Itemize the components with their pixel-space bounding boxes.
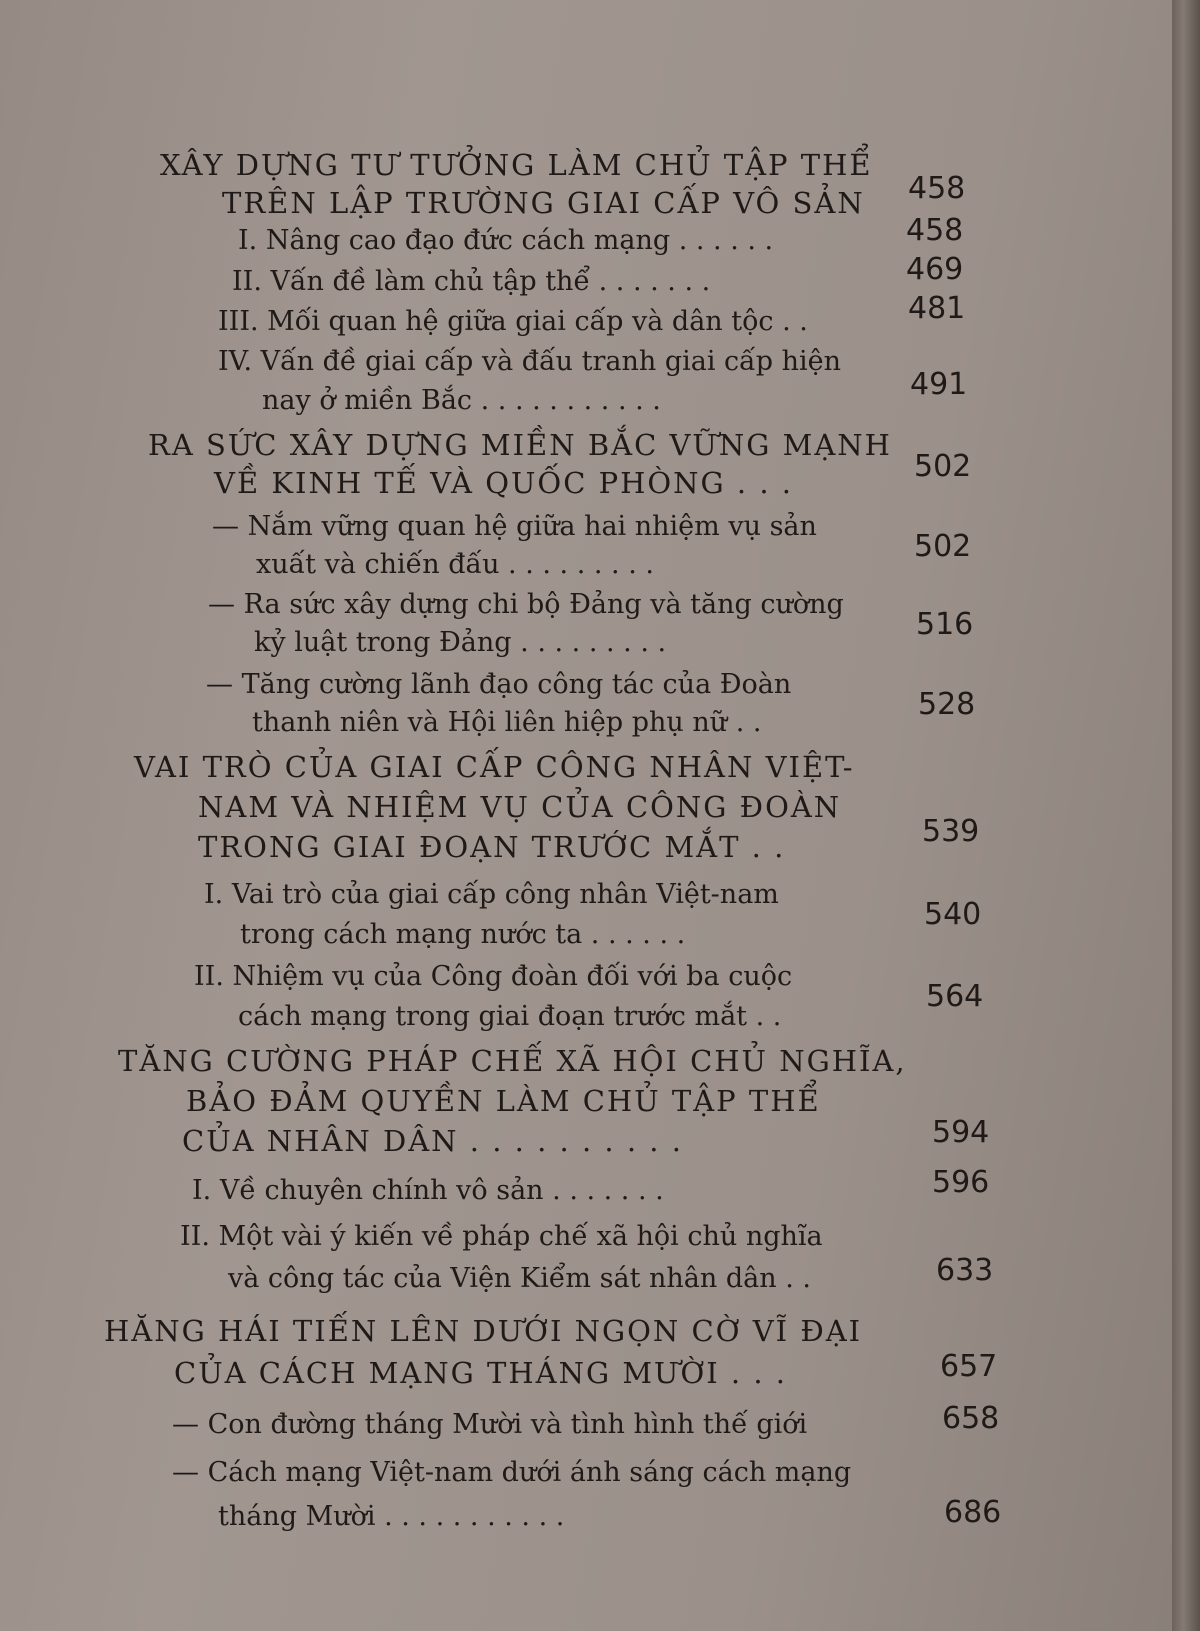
section-page-number: 502 bbox=[914, 449, 972, 484]
section-page-number: 539 bbox=[922, 814, 980, 849]
toc-entry-line: — Tăng cường lãnh đạo công tác của Đoàn bbox=[206, 669, 792, 700]
entry-page-number: 481 bbox=[908, 291, 966, 326]
toc-entry-line: I. Vai trò của giai cấp công nhân Việt-nam bbox=[204, 879, 779, 910]
section-title-line: CỦA CÁCH MẠNG THÁNG MƯỜI . . . bbox=[174, 1356, 788, 1390]
section-title-line: XÂY DỰNG TƯ TƯỞNG LÀM CHỦ TẬP THỂ bbox=[160, 148, 873, 182]
entry-page-number: 633 bbox=[936, 1253, 994, 1288]
entry-page-number: 540 bbox=[924, 897, 982, 932]
section-title-line: TĂNG CƯỜNG PHÁP CHẾ XÃ HỘI CHỦ NGHĨA, bbox=[118, 1044, 907, 1078]
toc-entry-line: — Cách mạng Việt-nam dưới ánh sáng cách mạng bbox=[172, 1457, 852, 1488]
section-title-line: HĂNG HÁI TIẾN LÊN DƯỚI NGỌN CỜ VĨ ĐẠI bbox=[104, 1314, 863, 1348]
toc-entry-line: trong cách mạng nước ta . . . . . . bbox=[240, 919, 686, 950]
entry-page-number: 658 bbox=[942, 1401, 1000, 1436]
toc-entry-line: xuất và chiến đấu . . . . . . . . . bbox=[256, 549, 654, 580]
section-page-number: 594 bbox=[932, 1115, 990, 1150]
section-title-line: CỦA NHÂN DÂN . . . . . . . . . . bbox=[182, 1124, 683, 1158]
toc-entry-line: IV. Vấn đề giai cấp và đấu tranh giai cấp hiện bbox=[218, 346, 841, 377]
entry-page-number: 516 bbox=[916, 607, 974, 642]
entry-page-number: 596 bbox=[932, 1165, 990, 1200]
toc-entry-line: — Con đường tháng Mười và tình hình thế giới bbox=[172, 1409, 808, 1440]
entry-page-number: 458 bbox=[906, 213, 964, 248]
toc-entry-line: — Nắm vững quan hệ giữa hai nhiệm vụ sản bbox=[212, 511, 817, 542]
section-title-line: NAM VÀ NHIỆM VỤ CỦA CÔNG ĐOÀN bbox=[198, 790, 842, 824]
section-title-line: TRÊN LẬP TRƯỜNG GIAI CẤP VÔ SẢN bbox=[222, 186, 865, 220]
toc-entry-line: II. Nhiệm vụ của Công đoàn đối với ba cuộc bbox=[194, 961, 793, 992]
book-spine-edge bbox=[1172, 0, 1200, 1631]
toc-entry-line: tháng Mười . . . . . . . . . . . bbox=[218, 1501, 565, 1532]
section-page-number: 657 bbox=[940, 1349, 998, 1384]
toc-entry-line: thanh niên và Hội liên hiệp phụ nữ . . bbox=[252, 707, 762, 738]
entry-page-number: 469 bbox=[906, 252, 964, 287]
toc-entry-line: kỷ luật trong Đảng . . . . . . . . . bbox=[254, 627, 667, 658]
entry-page-number: 502 bbox=[914, 529, 972, 564]
section-title-line: VAI TRÒ CỦA GIAI CẤP CÔNG NHÂN VIỆT- bbox=[134, 750, 855, 784]
toc-entry-line: cách mạng trong giai đoạn trước mắt . . bbox=[238, 1001, 782, 1032]
entry-page-number: 491 bbox=[910, 367, 968, 402]
section-title-line: VỀ KINH TẾ VÀ QUỐC PHÒNG . . . bbox=[214, 466, 794, 500]
entry-page-number: 564 bbox=[926, 979, 984, 1014]
entry-page-number: 686 bbox=[944, 1495, 1002, 1530]
toc-entry-line: I. Về chuyên chính vô sản . . . . . . . bbox=[192, 1175, 664, 1206]
section-page-number: 458 bbox=[908, 171, 966, 206]
section-title-line: TRONG GIAI ĐOẠN TRƯỚC MẮT . . bbox=[198, 830, 786, 864]
toc-entry-line: III. Mối quan hệ giữa giai cấp và dân tộc . . bbox=[218, 306, 808, 337]
toc-entry-line: II. Vấn đề làm chủ tập thể . . . . . . . bbox=[232, 266, 711, 297]
toc-entry-line: nay ở miền Bắc . . . . . . . . . . . bbox=[262, 385, 661, 416]
entry-page-number: 528 bbox=[918, 687, 976, 722]
toc-entry-line: và công tác của Viện Kiểm sát nhân dân . . bbox=[228, 1263, 811, 1294]
toc-entry-line: I. Nâng cao đạo đức cách mạng . . . . . . bbox=[238, 225, 774, 256]
section-title-line: BẢO ĐẢM QUYỀN LÀM CHỦ TẬP THỂ bbox=[186, 1084, 821, 1118]
toc-entry-line: — Ra sức xây dựng chi bộ Đảng và tăng cường bbox=[208, 589, 844, 620]
toc-entry-line: II. Một vài ý kiến về pháp chế xã hội chủ nghĩa bbox=[180, 1221, 823, 1252]
section-title-line: RA SỨC XÂY DỰNG MIỀN BẮC VỮNG MẠNH bbox=[148, 428, 892, 462]
